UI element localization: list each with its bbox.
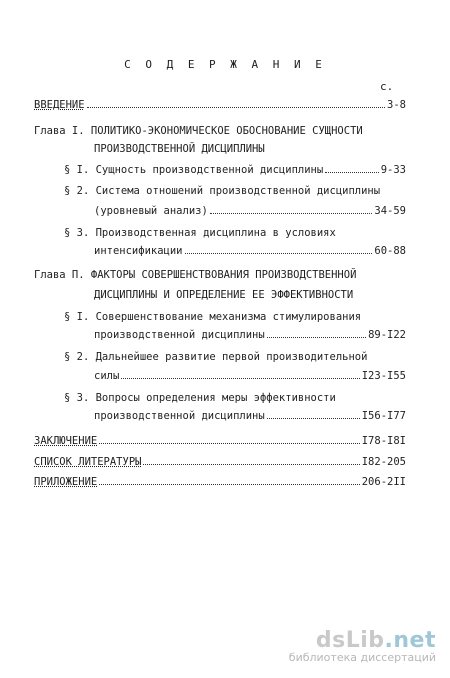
chapter-1-heading: Глава I. ПОЛИТИКО-ЭКОНОМИЧЕСКОЕ ОБОСНОВАНИЕ СУЩНОСТИ	[34, 125, 363, 137]
toc-pages: 34-59	[374, 205, 406, 217]
toc-entry-conclusion	[34, 434, 406, 448]
toc-leader	[267, 418, 360, 419]
toc-entry-ch2-s3-line1: § 3. Вопросы определения меры эффективности	[64, 392, 336, 404]
toc-entry-intro	[34, 98, 406, 112]
watermark-caption: библиотека диссертаций	[288, 651, 436, 664]
page-column-label: с.	[380, 80, 394, 93]
toc-entry-ch1-s2-line1: § 2. Система отношений производственной дисциплины	[64, 185, 381, 197]
toc-entry-ch1-s3-line1: § 3. Производственная дисциплина в условиях	[64, 227, 336, 239]
toc-entry-ch2-s2-line1: § 2. Дальнейшее развитие первой производительной	[64, 351, 368, 363]
toc-entry-ch2-s2	[94, 369, 406, 383]
toc-leader	[325, 172, 379, 173]
toc-title: интенсификации	[94, 245, 183, 257]
toc-title: (уровневый анализ)	[94, 205, 208, 217]
toc-pages: I78-I8I	[361, 435, 406, 447]
toc-entry-ch1-s1	[64, 163, 406, 177]
toc-pages: 60-88	[374, 245, 406, 257]
toc-leader	[99, 484, 360, 485]
toc-entry-references	[34, 455, 406, 469]
toc-title: ПРИЛОЖЕНИЕ	[34, 476, 98, 488]
toc-pages: I56-I77	[361, 410, 406, 422]
toc-entry-appendix	[34, 475, 406, 489]
toc-leader	[143, 464, 359, 465]
toc-pages: 206-2II	[361, 476, 406, 488]
chapter-1-heading-cont: ПРОИЗВОДСТВЕННОЙ ДИСЦИПЛИНЫ	[94, 143, 265, 155]
watermark-logo: dsLib.net	[315, 628, 436, 653]
chapter-2-heading: Глава П. ФАКТОРЫ СОВЕРШЕНСТВОВАНИЯ ПРОИЗВОДСТВЕННОЙ	[34, 269, 357, 281]
toc-title: силы	[94, 370, 120, 382]
toc-pages: I23-I55	[361, 370, 406, 382]
page-title: С О Д Е Р Ж А Н И Е	[124, 58, 326, 71]
toc-leader	[99, 443, 360, 444]
toc-title: производственной дисциплины	[94, 329, 265, 341]
chapter-2-heading-cont: ДИСЦИПЛИНЫ И ОПРЕДЕЛЕНИЕ ЕЕ ЭФФЕКТИВНОСТИ	[94, 289, 354, 301]
watermark	[289, 628, 436, 664]
toc-title: СПИСОК ЛИТЕРАТУРЫ	[34, 456, 142, 468]
toc-entry-ch2-s1	[94, 328, 406, 342]
toc-title: § I. Сущность производственной дисциплины	[64, 164, 324, 176]
toc-entry-ch2-s1-line1: § I. Совершенствование механизма стимулирования	[64, 311, 362, 323]
toc-entry-ch1-s3	[94, 244, 406, 258]
toc-leader	[121, 378, 359, 379]
toc-pages: 89-I22	[368, 329, 406, 341]
toc-pages: 3-8	[387, 99, 406, 111]
toc-entry-ch2-s3	[94, 409, 406, 423]
toc-leader	[87, 107, 385, 108]
toc-leader	[210, 213, 373, 214]
toc-pages: 9-33	[380, 164, 406, 176]
toc-title: ЗАКЛЮЧЕНИЕ	[34, 435, 98, 447]
toc-leader	[267, 337, 366, 338]
toc-leader	[185, 253, 373, 254]
toc-pages: I82-205	[361, 456, 406, 468]
toc-title: ВВЕДЕНИЕ	[34, 99, 85, 111]
toc-title: производственной дисциплины	[94, 410, 265, 422]
toc-entry-ch1-s2	[94, 204, 406, 218]
